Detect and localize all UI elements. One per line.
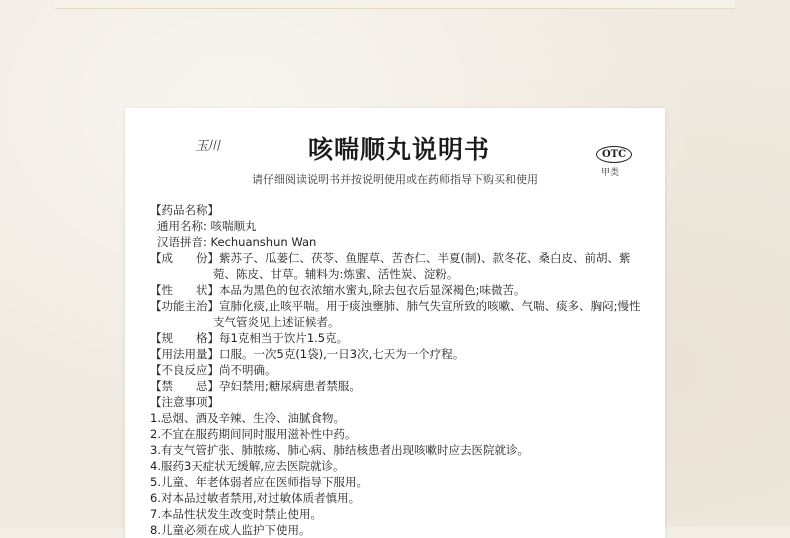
notes-item: 2.不宜在服药期间同时服用滋补性中药。 (150, 427, 357, 441)
indications-row (150, 298, 646, 330)
notes-item: 1.忌烟、酒及辛辣、生冷、油腻食物。 (150, 411, 345, 425)
pinyin-label: 汉语拼音: (157, 235, 207, 249)
ingredients-label: 【成 份】 (150, 251, 219, 265)
appearance-value: 本品为黑色的包衣浓缩水蜜丸,除去包衣后显深褐色;味微苦。 (219, 283, 526, 297)
notes-item: 8.儿童必须在成人监护下使用。 (150, 523, 311, 537)
notes-item: 3.有支气管扩张、肺脓疡、肺心病、肺结核患者出现咳嗽时应去医院就诊。 (150, 443, 529, 457)
adverse-value: 尚不明确。 (219, 363, 277, 377)
generic-name-value: 咳喘顺丸 (210, 219, 257, 233)
adverse-label: 【不良反应】 (150, 363, 219, 377)
spec-value: 每1克相当于饮片1.5克。 (219, 331, 349, 345)
spec-row (150, 330, 646, 346)
document-body (150, 202, 646, 538)
contraindications-label: 【禁 忌】 (150, 379, 219, 393)
drug-name-header: 【药品名称】 (150, 203, 219, 217)
instruction-sheet (125, 108, 665, 538)
contraindications-row (150, 378, 646, 394)
spec-label: 【规 格】 (150, 331, 219, 345)
background-top-strip (55, 0, 735, 9)
usage-value: 口服。一次5克(1袋),一日3次,七天为一个疗程。 (219, 347, 465, 361)
appearance-row (150, 282, 646, 298)
pinyin-row (150, 234, 646, 250)
otc-class-label: 甲类 (601, 168, 620, 178)
adverse-row (150, 362, 646, 378)
notes-item: 6.对本品过敏者禁用,对过敏体质者慎用。 (150, 491, 361, 505)
notes-item: 4.服药3天症状无缓解,应去医院就诊。 (150, 459, 345, 473)
document-subtitle: 请仔细阅读说明书并按说明使用或在药师指导下购买和使用 (252, 173, 538, 186)
otc-badge: OTC (596, 146, 632, 163)
contraindications-value: 孕妇禁用;糖尿病患者禁服。 (219, 379, 361, 393)
usage-label: 【用法用量】 (150, 347, 219, 361)
notes-item: 7.本品性状发生改变时禁止使用。 (150, 507, 322, 521)
indications-value: 宣肺化痰,止咳平喘。用于痰浊壅肺、肺气失宣所致的咳嗽、气喘、痰多、胸闷;慢性支气管炎见上述证候者。 (213, 299, 641, 329)
pinyin-value: Kechuanshun Wan (210, 235, 317, 249)
document-title: 咳喘顺丸说明书 (307, 135, 490, 164)
notes-item: 5.儿童、年老体弱者应在医师指导下服用。 (150, 475, 368, 489)
generic-name-row (150, 218, 646, 234)
appearance-label: 【性 状】 (150, 283, 219, 297)
ingredients-value: 紫苏子、瓜蒌仁、茯苓、鱼腥草、苦杏仁、半夏(制)、款冬花、桑白皮、前胡、紫菀、陈皮、甘草。辅料为:炼蜜、活性炭、淀粉。 (213, 251, 631, 281)
usage-row (150, 346, 646, 362)
brand-logo: 玉川 (195, 139, 220, 154)
generic-name-label: 通用名称: (157, 219, 207, 233)
notes-header: 【注意事项】 (150, 395, 219, 409)
ingredients-row (150, 250, 646, 282)
indications-label: 【功能主治】 (150, 299, 219, 313)
